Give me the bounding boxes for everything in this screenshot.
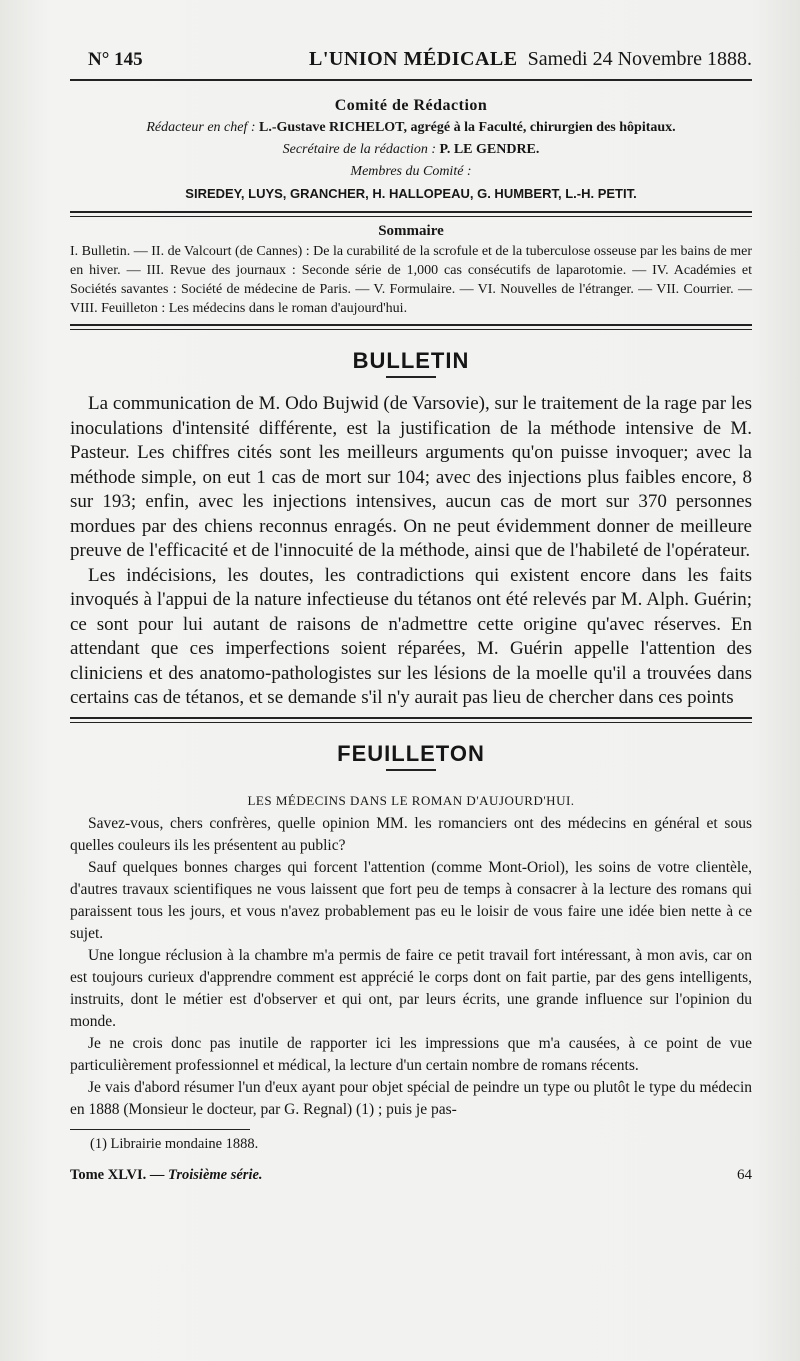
- feuilleton-title: FEUILLETON: [337, 740, 485, 766]
- series-label: Troisième série.: [168, 1166, 263, 1183]
- volume-info: [70, 1167, 263, 1184]
- bulletin-paragraph: La communication de M. Odo Bujwid (de Varsovie), sur le traitement de la rage par les inoculations d'intensité différente, est la justification de la méthode intensive de M. Pasteur. Les chiffres cités sont les meilleurs arguments qu'on puisse invoquer; avec la méthode simple, on eut 1 cas de mort sur 104; avec des injections plus faibles encore, 8 sur 193; enfin, avec les injections intensives, aucun cas de mort sur 370 personnes mordues par des chiens reconnus enragés. On ne peut évidemment donner de meilleure preuve de l'efficacité et de l'innocuité de la méthode, ainsi que de l'habileté de l'opérateur.: [70, 393, 752, 561]
- feuilleton-paragraph: Sauf quelques bonnes charges qui forcent l'attention (comme Mont-Oriol), les soins de votre clientèle, d'autres travaux scientifiques ne vous laissent que fort peu de temps à consacrer à la lecture des romans qui paraissent tous les jours, et vous n'avez probablement pas eu le loisir de vous faire une idée bien nette à ce sujet.: [70, 858, 752, 942]
- page-header: [70, 40, 752, 75]
- bulletin-title-rule: [386, 376, 436, 378]
- chief-label: Rédacteur en chef :: [146, 120, 256, 135]
- footnote: (1) Librairie mondaine 1888.: [90, 1135, 259, 1152]
- feuilleton-subtitle: LES MÉDECINS DANS LE ROMAN D'AUJOURD'HUI.: [247, 792, 575, 808]
- secretary-name: P. LE GENDRE.: [439, 142, 540, 157]
- feuilleton-paragraph: Je ne crois donc pas inutile de rapporter ici les impressions que m'a causées, à ce point de vue particulièrement professionnel et médical, la lecture d'un certain nombre de romans récents.: [70, 1034, 752, 1074]
- secretary-line: [70, 139, 752, 161]
- header-rule: [70, 79, 752, 81]
- issue-date: Samedi 24 Novembre 1888.: [527, 48, 752, 70]
- committee-members: SIREDEY, LUYS, GRANCHER, H. HALLOPEAU, G. HUMBERT, L.-H. PETIT.: [185, 186, 637, 201]
- issue-number: N° 145: [88, 49, 143, 70]
- bulletin-title: BULLETIN: [352, 348, 470, 373]
- feuilleton-title-rule: [386, 769, 436, 771]
- sommaire-text: I. Bulletin. — II. de Valcourt (de Cannes) : De la curabilité de la scrofule et de la tuberculose osseuse par les bains de mer en hiver. — III. Revue des journaux : Seconde série de 1,000 cas consécutifs de laparotomie. — IV. Académies et Sociétés savantes : Société de médecine de Paris. — V. Formulaire. — VI. Nouvelles de l'étranger. — VII. Courrier. — VIII. Feuilleton : Les médecins dans le roman d'aujourd'hui.: [70, 244, 753, 316]
- feuilleton-paragraph: Je vais d'abord résumer l'un d'eux ayant pour objet spécial de peindre un type ou plutôt le type du médecin en 1888 (Monsieur le docteur, par G. Regnal) (1) ; puis je pas-: [70, 1078, 752, 1118]
- bulletin-body: [70, 392, 752, 711]
- chief-editor: L.-Gustave RICHELOT, agrégé à la Faculté, chirurgien des hôpitaux.: [259, 120, 676, 135]
- feuilleton-paragraph: Savez-vous, chers confrères, quelle opinion MM. les romanciers ont des médecins en général et sous quelles couleurs ils les présentent au public?: [70, 814, 752, 854]
- members-label: Membres du Comité :: [350, 164, 472, 179]
- volume-number: Tome XLVI. —: [70, 1166, 165, 1183]
- sommaire-title: Sommaire: [378, 223, 444, 239]
- chief-editor-line: [70, 117, 752, 139]
- page-footer: [70, 1167, 752, 1184]
- feuilleton-rule: [70, 717, 752, 723]
- secretary-label: Secrétaire de la rédaction :: [282, 142, 437, 157]
- page-number: 64: [737, 1166, 752, 1183]
- journal-title: L'UNION MÉDICALE: [309, 48, 518, 70]
- feuilleton-paragraph: Une longue réclusion à la chambre m'a permis de faire ce petit travail fort intéressant, à mon avis, car on est toujours curieux d'apprendre comment est apprécié le corps dont on fait partie, par des gens intelligents, instruits, dont le métier est d'observer et qui ont, par leurs écrits, une grande influence sur l'opinion du monde.: [70, 946, 752, 1030]
- committee-rule: [70, 211, 752, 217]
- sommaire-rule: [70, 324, 752, 330]
- footnote-rule: [70, 1129, 250, 1130]
- committee-title: Comité de Rédaction: [334, 97, 488, 114]
- members-label-line: [70, 161, 752, 183]
- feuilleton-body: [70, 813, 752, 1121]
- editorial-committee: [70, 95, 752, 205]
- bulletin-paragraph: Les indécisions, les doutes, les contradictions qui existent encore dans les faits invoqués à l'appui de la nature infectieuse du tétanos ont été relevés par M. Alph. Guérin; ce sont pour lui autant de raisons de n'admettre cette origine qu'avec réserves. En attendant que ces imperfections soient réparées, M. Guérin appelle l'attention des cliniciens et des anatomo-pathologistes sur les lésions de la moelle qu'il a trouvées dans certains cas de tétanos, et se demande s'il n'y aurait pas lieu de chercher dans ces points: [70, 564, 752, 708]
